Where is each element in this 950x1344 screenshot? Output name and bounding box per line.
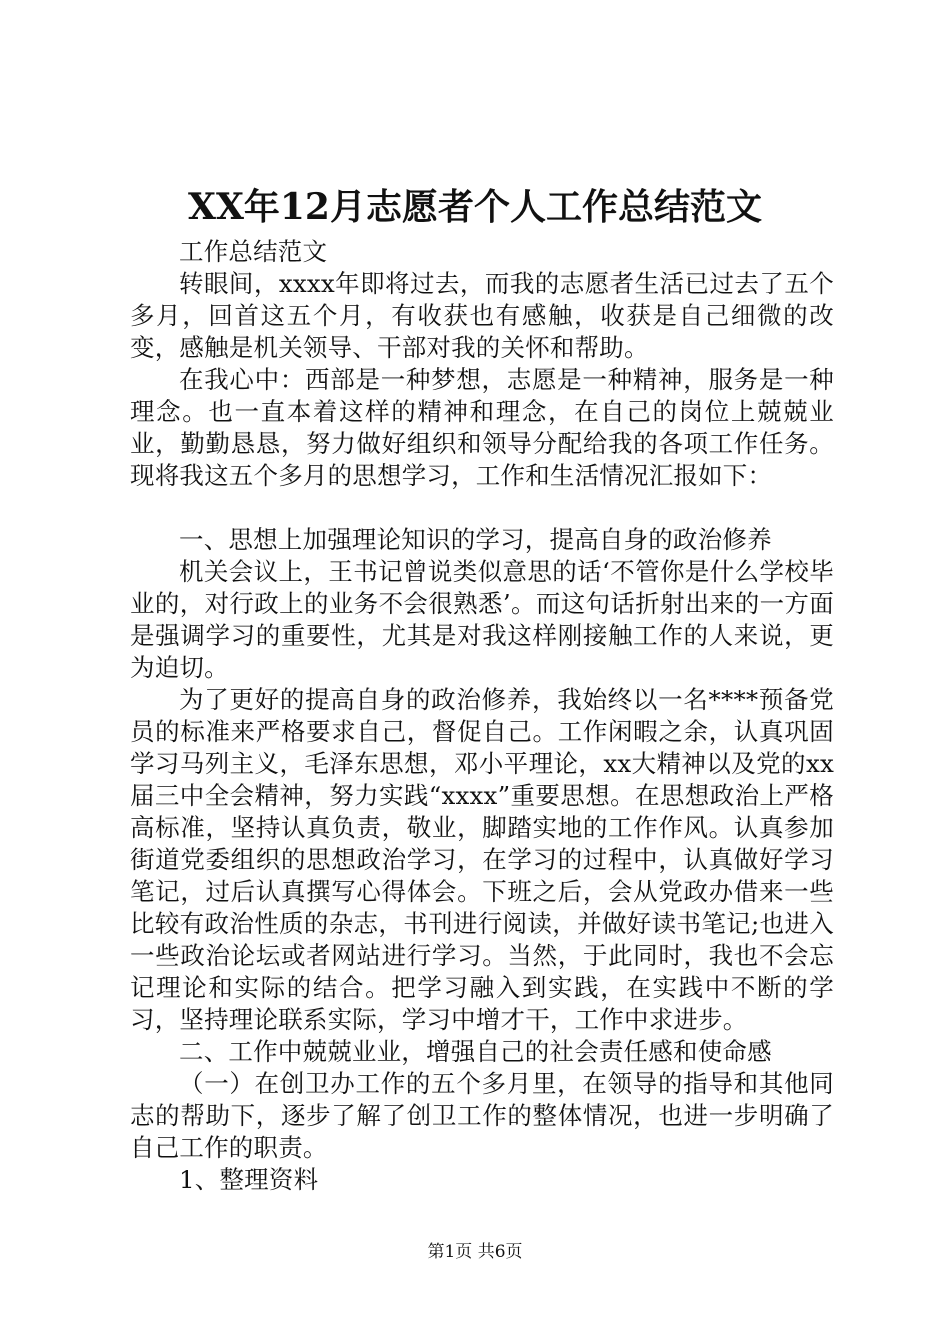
section-heading-2: 二、工作中兢兢业业，增强自己的社会责任感和使命感 xyxy=(179,1037,772,1066)
paragraph-intro: 转眼间，xxxx年即将过去，而我的志愿者生活已过去了五个多月，回首这五个月，有收获也有感触，收获是自己细微的改变，感触是机关领导、干部对我的关怀和帮助。 xyxy=(130,269,834,362)
paragraph-subtitle: 工作总结范文 xyxy=(179,237,328,266)
list-item-1: 1、整理资料 xyxy=(179,1165,319,1194)
subsection-heading-1: （一）在创卫办工作的五个多月里，在领导的指导和其他同志的帮助下，逐步了解了创卫工作的整体情况，也进一步明确了自己工作的职责。 xyxy=(130,1069,834,1162)
page-footer: 第1页 共6页 xyxy=(427,1242,523,1262)
document-body xyxy=(130,236,834,1196)
section-heading-1: 一、思想上加强理论知识的学习，提高自身的政治修养 xyxy=(179,525,772,554)
paragraph-belief: 在我心中：西部是一种梦想，志愿是一种精神，服务是一种理念。也一直本着这样的精神和理念，在自己的岗位上兢兢业业，勤勤恳恳，努力做好组织和领导分配给我的各项工作任务。现将我这五个多月的思想学习，工作和生活情况汇报如下： xyxy=(130,365,834,490)
paragraph-meeting: 机关会议上，王书记曾说类似意思的话‘不管你是什么学校毕业的，对行政上的业务不会很熟悉’。而这句话折射出来的一方面是强调学习的重要性，尤其是对我这样刚接触工作的人来说，更为迫切。 xyxy=(130,557,834,682)
document-title: XX年12月志愿者个人工作总结范文 xyxy=(188,186,762,228)
paragraph-political-study: 为了更好的提高自身的政治修养，我始终以一名****预备党员的标准来严格要求自己，督促自己。工作闲暇之余，认真巩固学习马列主义，毛泽东思想，邓小平理论，xx大精神以及党的xx届三中全会精神，努力实践“xxxx”重要思想。在思想政治上严格高标准，坚持认真负责，敬业，脚踏实地的工作作风。认真参加街道党委组织的思想政治学习，在学习的过程中，认真做好学习笔记，过后认真撰写心得体会。下班之后，会从党政办借来一些比较有政治性质的杂志，书刊进行阅读，并做好读书笔记;也进入一些政治论坛或者网站进行学习。当然，于此同时，我也不会忘记理论和实际的结合。把学习融入到实践，在实践中不断的学习，坚持理论联系实际，学习中增才干，工作中求进步。 xyxy=(130,685,834,1034)
